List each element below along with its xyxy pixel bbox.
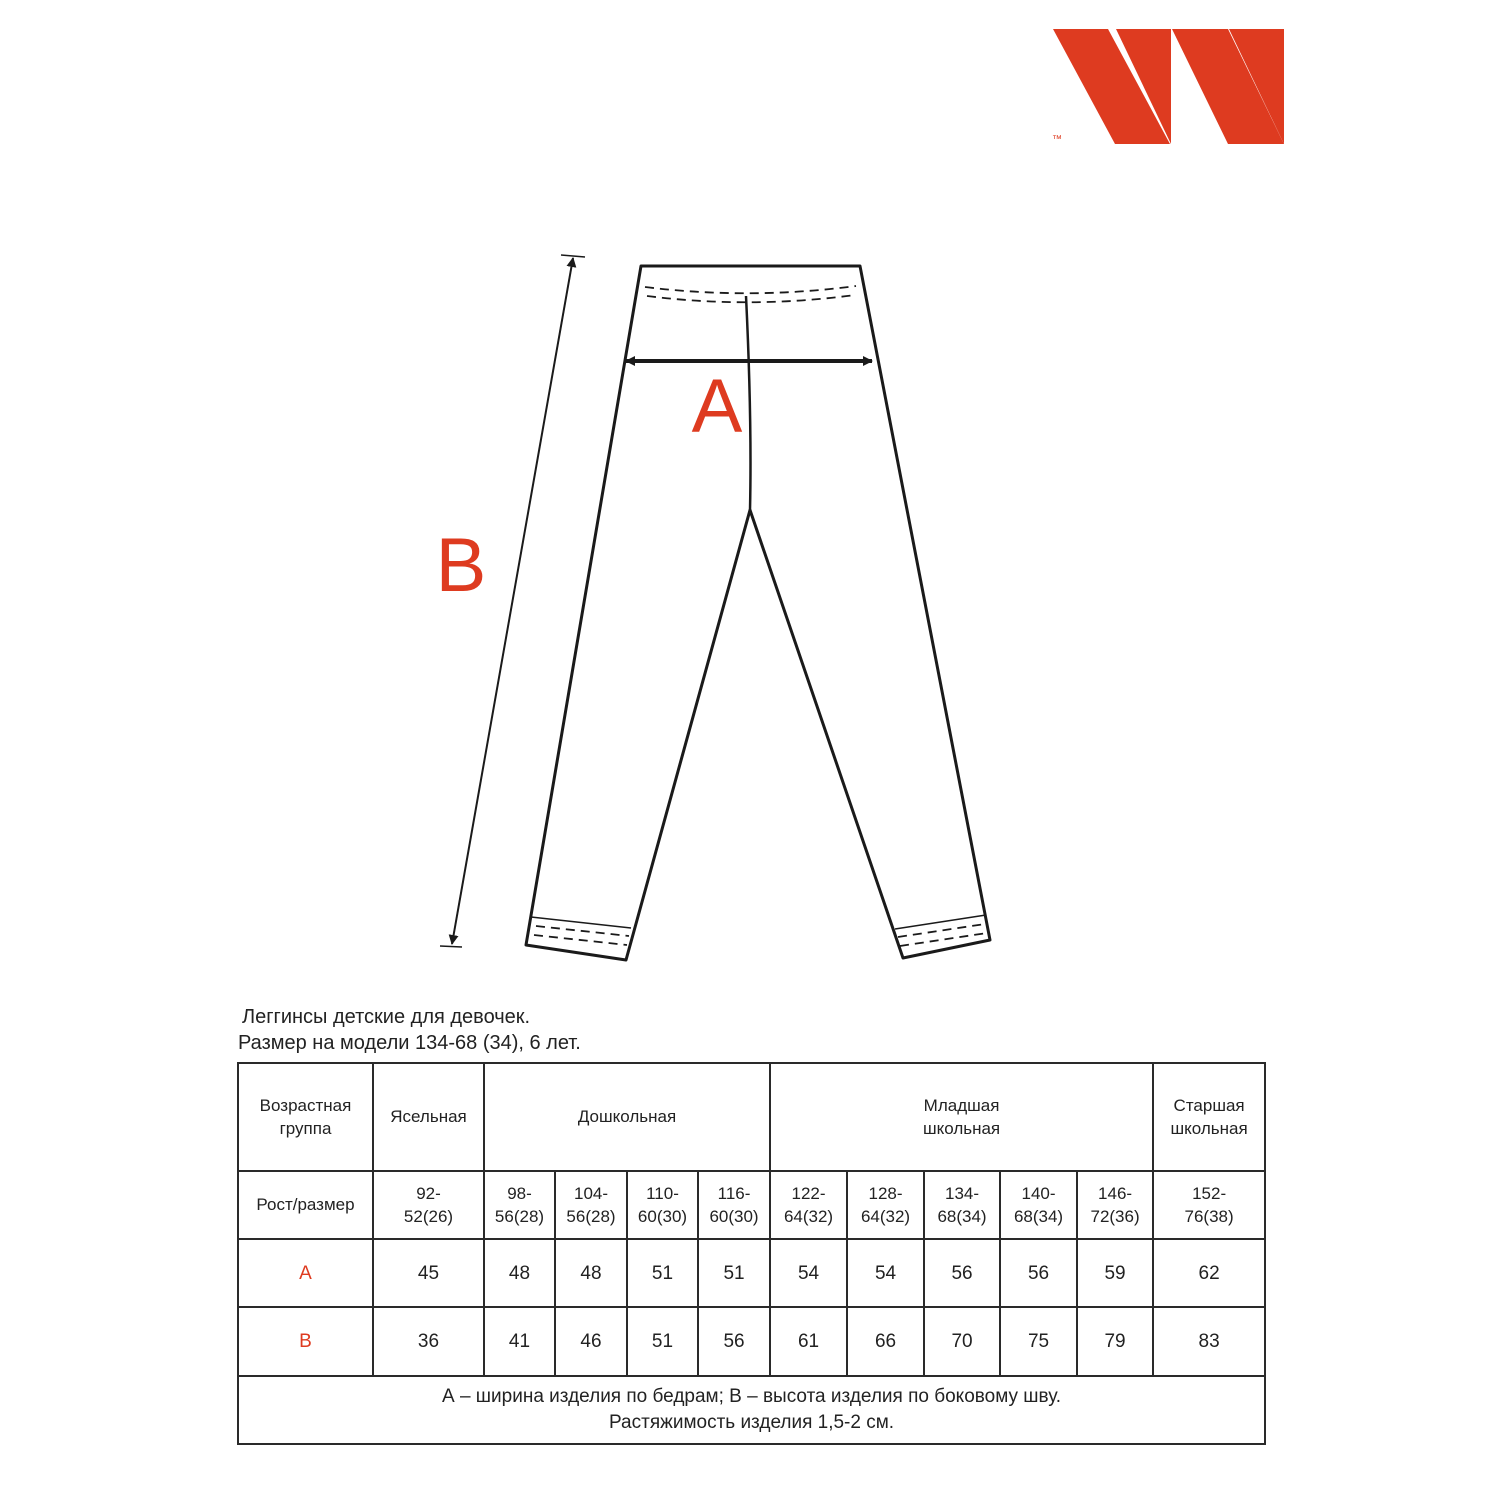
group-junior-school: Младшая школьная (770, 1063, 1153, 1171)
size-cell: 140- 68(34) (1000, 1171, 1077, 1239)
trademark-mark: ™ (1052, 134, 1063, 145)
value-cell: 56 (1000, 1239, 1077, 1307)
value-cell: 51 (627, 1307, 698, 1375)
value-cell: 36 (373, 1307, 484, 1375)
size-cell: 110- 60(30) (627, 1171, 698, 1239)
size-chart-table (237, 1062, 1266, 1445)
size-cell: 104- 56(28) (555, 1171, 627, 1239)
value-cell: 51 (627, 1239, 698, 1307)
label-a: A (691, 364, 743, 449)
value-cell: 75 (1000, 1307, 1077, 1375)
value-cell: 45 (373, 1239, 484, 1307)
value-cell: 70 (924, 1307, 1000, 1375)
value-cell: 54 (770, 1239, 847, 1307)
size-cell: 122- 64(32) (770, 1171, 847, 1239)
size-cell: 92- 52(26) (373, 1171, 484, 1239)
value-cell: 41 (484, 1307, 555, 1375)
table-row-b (238, 1307, 1265, 1375)
table-row-age-groups (238, 1063, 1265, 1171)
size-cell: 152- 76(38) (1153, 1171, 1265, 1239)
row-label-a: A (238, 1239, 373, 1307)
value-cell: 61 (770, 1307, 847, 1375)
size-cell: 116- 60(30) (698, 1171, 770, 1239)
value-cell: 51 (698, 1239, 770, 1307)
group-nursery: Ясельная (373, 1063, 484, 1171)
size-cell: 146- 72(36) (1077, 1171, 1153, 1239)
group-preschool: Дошкольная (484, 1063, 770, 1171)
value-cell: 62 (1153, 1239, 1265, 1307)
value-cell: 54 (847, 1239, 924, 1307)
model-size-note: Размер на модели 134-68 (34), 6 лет. (238, 1032, 581, 1054)
value-cell: 56 (924, 1239, 1000, 1307)
value-cell: 48 (484, 1239, 555, 1307)
label-b: B (435, 523, 487, 608)
group-senior-school: Старшая школьная (1153, 1063, 1265, 1171)
value-cell: 48 (555, 1239, 627, 1307)
table-row-sizes (238, 1171, 1265, 1239)
value-cell: 66 (847, 1307, 924, 1375)
value-cell: 83 (1153, 1307, 1265, 1375)
value-cell: 59 (1077, 1239, 1153, 1307)
table-row-note (238, 1376, 1265, 1444)
table-row-a (238, 1239, 1265, 1307)
size-cell: 134- 68(34) (924, 1171, 1000, 1239)
age-group-header: Возрастная группа (238, 1063, 373, 1171)
size-cell: 98- 56(28) (484, 1171, 555, 1239)
product-title: Леггинсы детские для девочек. (242, 1006, 531, 1028)
value-cell: 46 (555, 1307, 627, 1375)
measurement-legend: А – ширина изделия по бедрам; В – высота изделия по боковому шву. Растяжимость изделия 1,5-2 см. (238, 1376, 1265, 1444)
value-cell: 79 (1077, 1307, 1153, 1375)
size-cell: 128- 64(32) (847, 1171, 924, 1239)
garment-outline (526, 266, 990, 960)
size-header: Рост/размер (238, 1171, 373, 1239)
value-cell: 56 (698, 1307, 770, 1375)
row-label-b: B (238, 1307, 373, 1375)
